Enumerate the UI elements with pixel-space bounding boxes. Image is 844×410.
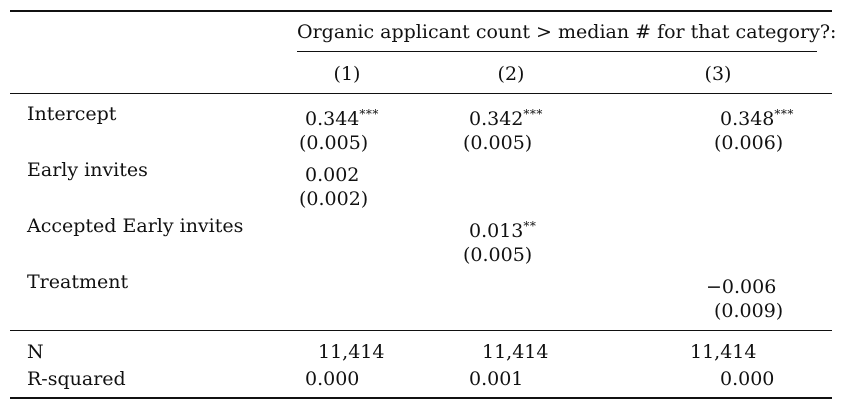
- stat-r-squared-col2: 0.001: [469, 368, 524, 390]
- column-group-header: Organic applicant count > median # for that category?:: [297, 21, 837, 43]
- stat-r-squared-col1: 0.000: [305, 368, 360, 390]
- header-rule: [10, 93, 832, 94]
- se-intercept-col3: (0.006): [714, 132, 784, 154]
- estimate-intercept-col1: 0.344***: [305, 107, 379, 130]
- estimate-early-invites-col1: 0.002: [305, 164, 360, 186]
- stat-r-squared-col3: 0.000: [720, 368, 775, 390]
- header-underline: [297, 51, 817, 52]
- estimate-intercept-col2: 0.342***: [469, 107, 543, 130]
- se-intercept-col2: (0.005): [463, 132, 533, 154]
- stats-rule: [10, 330, 832, 331]
- significance-stars: **: [523, 219, 537, 233]
- stat-n-col1: 11,414: [318, 341, 385, 363]
- column-header-1: (1): [333, 63, 361, 85]
- top-rule: [10, 10, 832, 12]
- significance-stars: ***: [359, 107, 379, 121]
- stat-n-col2: 11,414: [482, 341, 549, 363]
- stat-label-n: N: [27, 341, 44, 363]
- stat-label-r-squared: R-squared: [27, 368, 126, 390]
- se-early-invites-col1: (0.002): [299, 188, 369, 210]
- bottom-rule: [10, 397, 832, 399]
- se-accepted-early-invites-col2: (0.005): [463, 244, 533, 266]
- estimate-treatment-col3: −0.006: [706, 276, 777, 298]
- estimate-intercept-col3: 0.348***: [720, 107, 794, 130]
- estimate-accepted-early-invites-col2: 0.013**: [469, 219, 537, 242]
- se-intercept-col1: (0.005): [299, 132, 369, 154]
- column-header-2: (2): [497, 63, 525, 85]
- column-header-3: (3): [704, 63, 732, 85]
- row-label-early-invites: Early invites: [27, 159, 148, 181]
- row-label-intercept: Intercept: [27, 103, 117, 125]
- row-label-treatment: Treatment: [27, 271, 129, 293]
- stat-n-col3: 11,414: [690, 341, 757, 363]
- se-treatment-col3: (0.009): [714, 300, 784, 322]
- significance-stars: ***: [774, 107, 794, 121]
- row-label-accepted-early-invites: Accepted Early invites: [27, 215, 244, 237]
- significance-stars: ***: [523, 107, 543, 121]
